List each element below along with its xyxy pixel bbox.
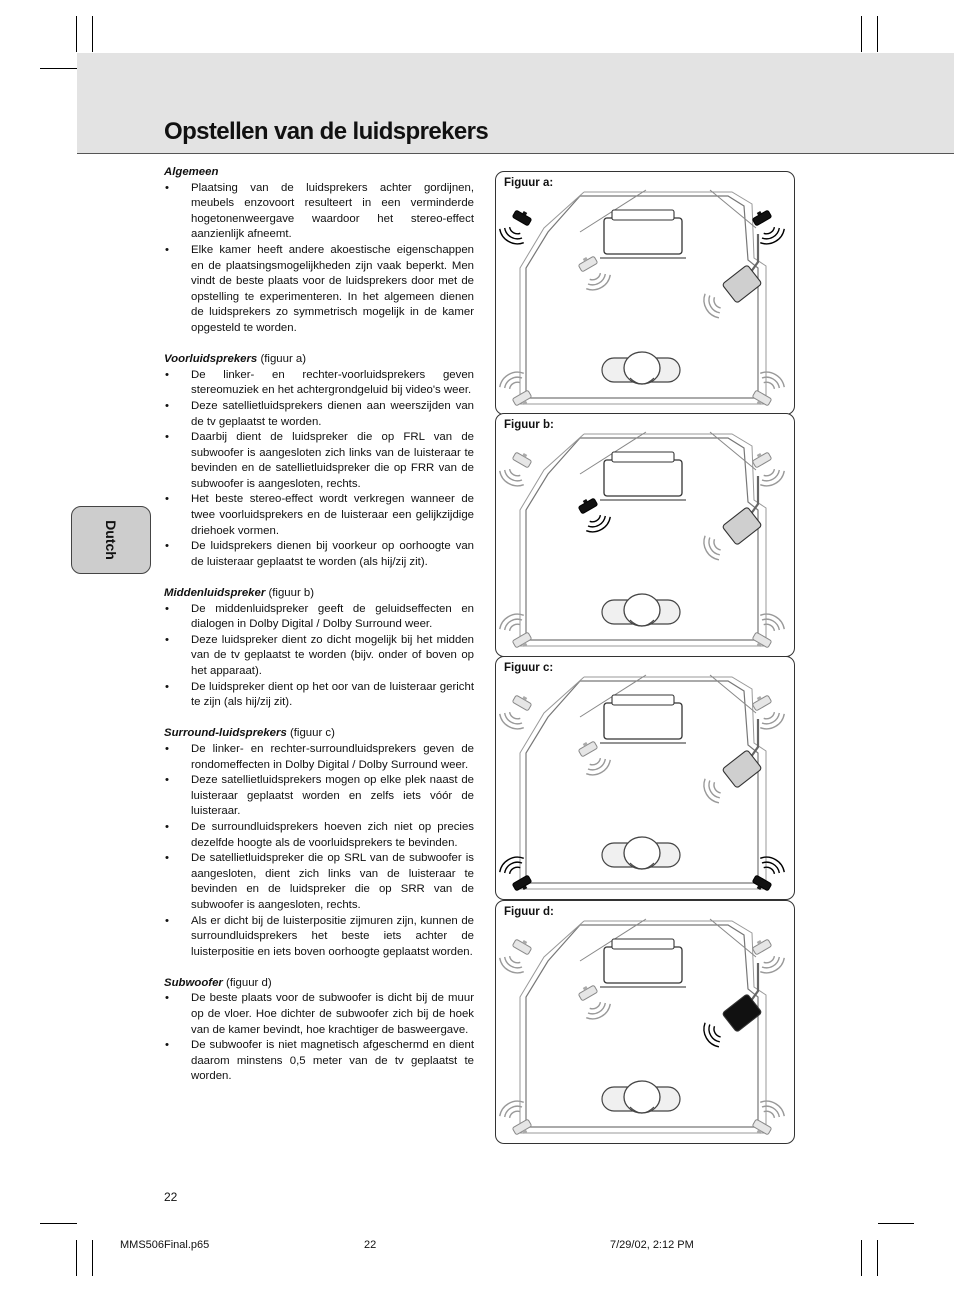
sound-waves-icon (583, 269, 613, 294)
bullet-item: • Deze luidspreker dient zo dicht mogelijk bij het midden van de tv geplaatst te worden (bijv. onder of boven op het apparaat). (164, 633, 474, 680)
figure-reference: (figuur c) (289, 727, 335, 740)
subwoofer-icon (722, 994, 762, 1033)
room-diagram (496, 901, 794, 1143)
sound-waves-icon (757, 610, 787, 635)
bullet-list (164, 742, 474, 960)
section (164, 976, 474, 1085)
language-tab-label: Dutch (103, 520, 119, 560)
sound-waves-icon (496, 853, 526, 878)
sound-waves-icon (757, 368, 787, 393)
crop-mark (40, 1223, 77, 1224)
figure-b (495, 413, 795, 657)
figure-label: Figuur c: (504, 662, 554, 674)
front-left-speaker-icon (496, 205, 537, 248)
section (164, 352, 474, 570)
room-diagram (496, 657, 794, 899)
crop-mark (877, 1240, 878, 1276)
bullet-item: • De middenluidspreker geeft de geluidseffecten en dialogen in Dolby Digital / Dolby Surround weer. (164, 602, 474, 633)
sound-waves-icon (496, 465, 526, 490)
figure-label: Figuur b: (504, 419, 554, 431)
crop-mark (76, 1240, 77, 1276)
sound-waves-icon (757, 952, 787, 977)
figure-reference: (figuur a) (260, 353, 307, 366)
sound-waves-icon (496, 368, 526, 393)
bullet-item: • De beste plaats voor de subwoofer is dicht bij de muur op de vloer. Hoe dichter de subwoofer zich bij de hoek van de kamer bevindt, hoe krachtiger de basweergave. (164, 991, 474, 1038)
sound-waves-icon (583, 511, 613, 536)
front-left-speaker-icon (496, 934, 537, 977)
sound-waves-icon (757, 708, 787, 733)
tv-icon (612, 695, 674, 705)
sound-waves-icon (699, 776, 724, 806)
section-heading: Middenluidspreker (164, 587, 266, 600)
footer-page: 22 (364, 1239, 377, 1251)
section-heading: Subwoofer (164, 976, 223, 989)
bullet-list (164, 368, 474, 571)
sound-waves-icon (583, 754, 613, 779)
sound-waves-icon (496, 1097, 526, 1122)
sound-waves-icon (757, 465, 787, 490)
room-diagram (496, 172, 794, 414)
subwoofer-icon (722, 265, 762, 304)
room-diagram (496, 414, 794, 656)
bullet-item: • Als er dicht bij de luisterpositie zijmuren zijn, kunnen de surroundluidsprekers het beste iets achter de luisterpositie en iets boven oorhoogte geplaatst worden. (164, 914, 474, 961)
section-heading: Surround-luidsprekers (164, 727, 287, 740)
bullet-list (164, 181, 474, 337)
sound-waves-icon (699, 533, 724, 563)
figure-reference: (figuur b) (268, 587, 315, 600)
listener-icon (602, 352, 680, 384)
bullet-item: • De linker- en rechter-surroundluidsprekers geven de rondomeffecten in Dolby Digital / Dolby Surround weer. (164, 742, 474, 773)
bullet-item: • Deze satellietluidsprekers dienen aan weerszijden van de tv geplaatst te worden. (164, 399, 474, 430)
section (164, 726, 474, 960)
bullet-item: • Elke kamer heeft andere akoestische eigenschappen en de plaatsingsmogelijkheden zijn vaak beperkt. Men vindt de beste plaats voor de luidsprekers door met de opstelling te experimenteren. In het algemeen dienen de luidsprekers zo symmetrisch mogelijk in de kamer opgesteld te worden. (164, 243, 474, 337)
bullet-item: • Daarbij dient de luidspreker die op FRL van de subwoofer is aangesloten zich links van de luisteraar te bevinden en de satellietluidspreker die op FRR van de subwoofer is aangesloten, rechts. (164, 430, 474, 492)
crop-mark (878, 1223, 914, 1224)
bullet-item: • De luidsprekers dienen bij voorkeur op oorhoogte van de luisteraar geplaatst te worden (als hij/zij zit). (164, 539, 474, 570)
subwoofer-icon (722, 507, 762, 546)
crop-mark (861, 1240, 862, 1276)
crop-mark (861, 16, 862, 52)
section-heading-line (164, 586, 474, 602)
sound-waves-icon (757, 853, 787, 878)
tv-icon (604, 218, 682, 254)
page-number: 22 (164, 1190, 178, 1204)
sound-waves-icon (699, 291, 724, 321)
listener-icon (602, 594, 680, 626)
bullet-item: • De satellietluidspreker die op SRL van de subwoofer is aangesloten, dient zich links van de luisteraar te bevinden en de luidspreker die op SRR van de subwoofer is aangesloten, rechts. (164, 851, 474, 913)
listener-icon (602, 1081, 680, 1113)
section-heading: Voorluidsprekers (164, 353, 258, 366)
bullet-item: • Het beste stereo-effect wordt verkregen wanneer de twee voorluidsprekers en de luisteraar een gelijkzijdige driehoek vormen. (164, 492, 474, 539)
section (164, 586, 474, 711)
front-left-speaker-icon (496, 447, 537, 490)
section-heading-line (164, 352, 474, 368)
sound-waves-icon (496, 952, 526, 977)
tv-icon (604, 460, 682, 496)
front-left-speaker-icon (496, 690, 537, 733)
subwoofer-icon (722, 750, 762, 789)
section-heading-line (164, 976, 474, 992)
bullet-item: • De surroundluidsprekers hoeven zich niet op precies dezelfde hoogte als de voorluidsprekers te bevinden. (164, 820, 474, 851)
tv-icon (604, 947, 682, 983)
section-heading: Algemeen (164, 166, 219, 178)
page-title: Opstellen van de luidsprekers (164, 118, 489, 145)
sound-waves-icon (496, 223, 526, 248)
section-heading-line (164, 165, 474, 181)
figure-reference: (figuur d) (226, 976, 272, 989)
bullet-list (164, 991, 474, 1085)
language-tab (71, 506, 151, 574)
sound-waves-icon (496, 610, 526, 635)
sound-waves-icon (757, 223, 787, 248)
figure-a (495, 171, 795, 415)
bullet-item: • Deze satellietluidsprekers mogen op elke plek naast de luisteraar geplaatst worden en zelfs iets vóór de luisteraar. (164, 773, 474, 820)
sound-waves-icon (583, 998, 613, 1023)
crop-mark (92, 1240, 93, 1276)
bullet-item: • De subwoofer is niet magnetisch afgeschermd en dient daarom minstens 0,5 meter van de tv geplaatst te worden. (164, 1038, 474, 1085)
figure-d (495, 900, 795, 1144)
section-heading-line (164, 726, 474, 742)
figure-c (495, 656, 795, 900)
body-text (164, 165, 474, 1101)
section (164, 165, 474, 337)
footer-datetime: 7/29/02, 2:12 PM (610, 1239, 694, 1251)
tv-icon (612, 939, 674, 949)
footer-file: MMS506Final.p65 (120, 1239, 210, 1251)
bullet-item: • De luidspreker dient op het oor van de luisteraar gericht te zijn (als hij/zij zit). (164, 680, 474, 711)
bullet-list (164, 602, 474, 711)
crop-mark (877, 16, 878, 52)
bullet-item: • De linker- en rechter-voorluidsprekers geven stereomuziek en het achtergrondgeluid bij video's weer. (164, 368, 474, 399)
figure-label: Figuur d: (504, 906, 554, 918)
listener-icon (602, 837, 680, 869)
tv-icon (612, 452, 674, 462)
sound-waves-icon (699, 1020, 724, 1050)
crop-mark (92, 16, 93, 52)
crop-mark (76, 16, 77, 52)
figure-label: Figuur a: (504, 177, 554, 189)
tv-icon (604, 703, 682, 739)
sound-waves-icon (496, 708, 526, 733)
crop-mark (40, 68, 77, 69)
bullet-item: • Plaatsing van de luidsprekers achter gordijnen, meubels enzovoort resulteert in een verminderde hogetonenweergave waardoor het stereo-effect aanzienlijk afneemt. (164, 181, 474, 243)
tv-icon (612, 210, 674, 220)
sound-waves-icon (757, 1097, 787, 1122)
